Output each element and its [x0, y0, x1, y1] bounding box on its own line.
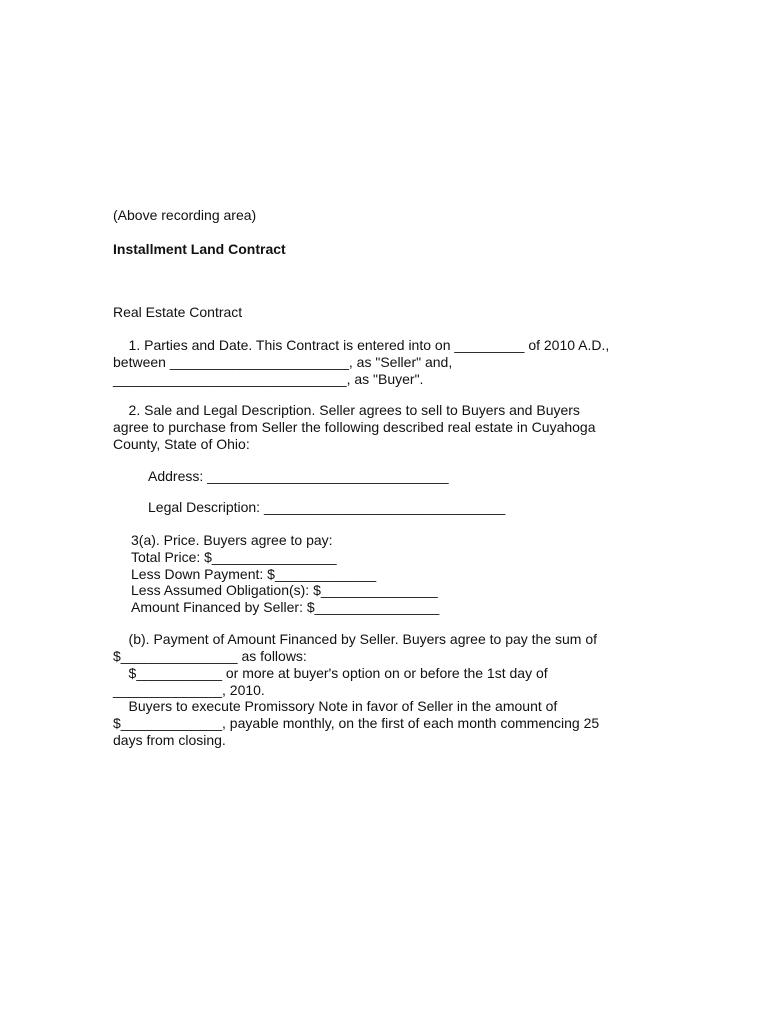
address-field: Address: _______________________________ [148, 468, 449, 484]
section3b-line6: $_____________, payable monthly, on the first of each month commencing 25 [113, 715, 600, 731]
section3b-line4: ______________, 2010. [113, 682, 265, 698]
assumed-obligations-field: Less Assumed Obligation(s): $_______________ [131, 582, 438, 598]
legal-description-field: Legal Description: _______________________________ [148, 499, 506, 515]
section2-line3: County, State of Ohio: [113, 436, 250, 452]
section3b-line1: (b). Payment of Amount Financed by Seller. Buyers agree to pay the sum of [113, 631, 598, 647]
section1-line3: ______________________________, as "Buyer". [113, 371, 424, 387]
section2-line1: 2. Sale and Legal Description. Seller agrees to sell to Buyers and Buyers [113, 402, 580, 418]
section1-line2: between _______________________, as "Seller" and, [113, 354, 453, 370]
down-payment-field: Less Down Payment: $_____________ [131, 566, 377, 582]
section3b-line2: $_______________ as follows: [113, 648, 307, 664]
recording-note: (Above recording area) [113, 207, 257, 223]
section2-line2: agree to purchase from Seller the following described real estate in Cuyahoga [113, 419, 596, 435]
section1-line1: 1. Parties and Date. This Contract is entered into on _________ of 2010 A.D., [113, 337, 610, 353]
section3b-line3: $___________ or more at buyer's option on or before the 1st day of [113, 665, 548, 681]
document-subtitle: Real Estate Contract [113, 304, 243, 320]
section3b-line5: Buyers to execute Promissory Note in favor of Seller in the amount of [113, 698, 558, 714]
section3b-line7: days from closing. [113, 732, 226, 748]
section3a-heading: 3(a). Price. Buyers agree to pay: [131, 532, 333, 548]
document-title: Installment Land Contract [113, 241, 286, 257]
amount-financed-field: Amount Financed by Seller: $________________ [131, 599, 440, 615]
total-price-field: Total Price: $________________ [131, 549, 337, 565]
